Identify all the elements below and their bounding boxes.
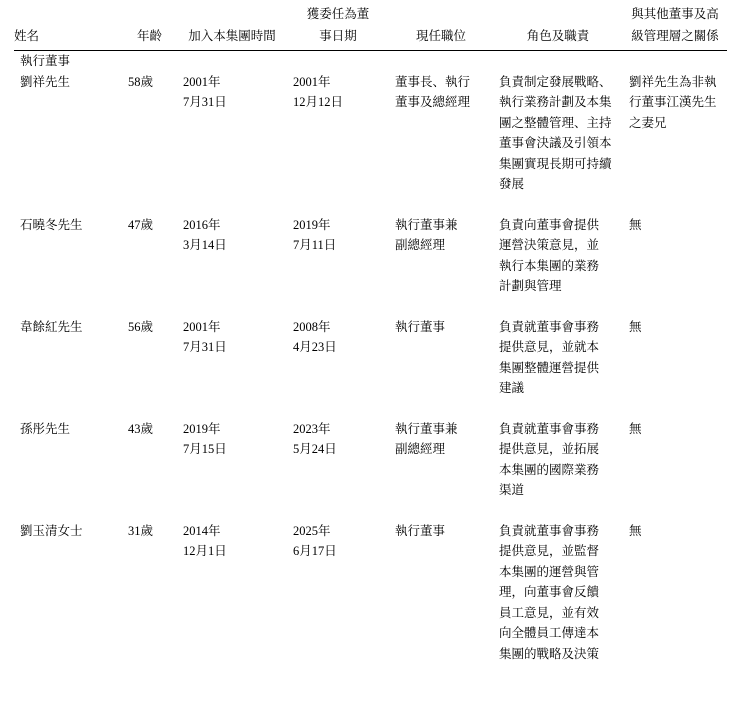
header-name-blank bbox=[14, 6, 122, 28]
cell-position-line: 執行董事兼 bbox=[395, 217, 458, 232]
cell-role-line: 理，向董事會反饋 bbox=[499, 585, 600, 599]
cell-position-line: 副總經理 bbox=[395, 238, 446, 252]
cell-role-line: 建議 bbox=[499, 381, 525, 395]
row-spacer bbox=[14, 501, 727, 521]
cell-relationship-line: 無 bbox=[629, 319, 642, 334]
cell-position bbox=[389, 419, 493, 501]
cell-role-line: 負責制定發展戰略、 bbox=[499, 74, 612, 89]
cell-age bbox=[122, 521, 177, 665]
cell-joined-line: 12月1日 bbox=[183, 544, 227, 558]
cell-appointed bbox=[287, 521, 389, 665]
cell-relationship-line: 劉祥先生為非執 bbox=[629, 74, 717, 89]
row-spacer-cell bbox=[14, 399, 727, 419]
cell-relationship bbox=[623, 72, 727, 195]
cell-appointed-line: 7月11日 bbox=[293, 238, 337, 252]
cell-joined bbox=[177, 317, 287, 399]
cell-role-line: 負責就董事會事務 bbox=[499, 523, 600, 538]
cell-age-line: 43歲 bbox=[128, 421, 154, 436]
cell-position bbox=[389, 521, 493, 665]
cell-role bbox=[493, 419, 623, 501]
header-appointed-line1: 獲委任為董 bbox=[306, 7, 370, 21]
cell-name bbox=[14, 419, 122, 501]
cell-appointed-line: 2008年 bbox=[293, 319, 331, 334]
cell-relationship bbox=[623, 521, 727, 665]
header-appointed-line2: 事日期 bbox=[287, 28, 389, 51]
cell-joined-line: 2001年 bbox=[183, 74, 221, 89]
cell-age-line: 56歲 bbox=[128, 319, 154, 334]
cell-name-line: 孫彤先生 bbox=[20, 421, 71, 436]
cell-appointed-line: 2025年 bbox=[293, 523, 331, 538]
cell-name-line: 劉玉清女士 bbox=[20, 523, 83, 538]
header-role-blank bbox=[493, 6, 623, 28]
row-spacer bbox=[14, 399, 727, 419]
header-age-blank bbox=[122, 6, 177, 28]
cell-age bbox=[122, 419, 177, 501]
cell-appointed bbox=[287, 317, 389, 399]
cell-name-line: 韋餘紅先生 bbox=[20, 319, 83, 334]
cell-name bbox=[14, 317, 122, 399]
cell-joined-line: 2016年 bbox=[183, 217, 221, 232]
cell-position bbox=[389, 72, 493, 195]
cell-role bbox=[493, 215, 623, 297]
header-joined: 加入本集團時間 bbox=[177, 28, 287, 51]
cell-joined-line: 2019年 bbox=[183, 421, 221, 436]
cell-joined-line: 7月15日 bbox=[183, 442, 227, 456]
cell-joined-line: 3月14日 bbox=[183, 238, 227, 252]
cell-role-line: 提供意見，並監督 bbox=[499, 544, 600, 558]
cell-role-line: 員工意見，並有效 bbox=[499, 605, 600, 620]
row-spacer-cell bbox=[14, 501, 727, 521]
cell-joined bbox=[177, 72, 287, 195]
cell-age bbox=[122, 317, 177, 399]
cell-role-line: 執行業務計劃及本集 bbox=[499, 95, 612, 109]
cell-appointed bbox=[287, 72, 389, 195]
cell-relationship bbox=[623, 317, 727, 399]
table-body bbox=[14, 51, 727, 665]
cell-relationship-line: 無 bbox=[629, 217, 642, 232]
header-joined-blank bbox=[177, 6, 287, 28]
cell-relationship bbox=[623, 419, 727, 501]
cell-role-line: 渠道 bbox=[499, 483, 525, 497]
cell-role-line: 負責向董事會提供 bbox=[499, 217, 600, 232]
cell-name bbox=[14, 215, 122, 297]
cell-role-line: 本集團的國際業務 bbox=[499, 462, 600, 477]
table-row bbox=[14, 521, 727, 665]
cell-appointed-line: 5月24日 bbox=[293, 442, 337, 456]
cell-age bbox=[122, 215, 177, 297]
header-position-blank bbox=[389, 6, 493, 28]
cell-role-line: 集團實現長期可持續 bbox=[499, 156, 612, 171]
cell-relationship-line: 無 bbox=[629, 523, 642, 538]
cell-role-line: 集團整體運營提供 bbox=[499, 360, 600, 375]
cell-relationship-line: 之妻兄 bbox=[629, 115, 667, 130]
cell-joined bbox=[177, 215, 287, 297]
header-name: 姓名 bbox=[14, 28, 122, 51]
cell-relationship bbox=[623, 215, 727, 297]
cell-relationship-line: 行董事江漢先生 bbox=[629, 95, 717, 109]
cell-position bbox=[389, 317, 493, 399]
table-row bbox=[14, 72, 727, 195]
cell-role-line: 運營決策意見，並 bbox=[499, 238, 600, 252]
cell-position-line: 董事及總經理 bbox=[395, 95, 471, 109]
cell-appointed-line: 12月12日 bbox=[293, 95, 344, 109]
header-relationship-line2: 級管理層之關係 bbox=[623, 28, 727, 51]
cell-age bbox=[122, 72, 177, 195]
header-relationship-line1: 與其他董事及高 bbox=[631, 7, 719, 21]
cell-appointed-line: 2001年 bbox=[293, 74, 331, 89]
row-spacer-cell bbox=[14, 195, 727, 215]
section-label-row bbox=[14, 51, 727, 72]
header-age: 年齡 bbox=[122, 28, 177, 51]
cell-role-line: 本集團的運營與管 bbox=[499, 564, 600, 579]
cell-appointed-line: 6月17日 bbox=[293, 544, 337, 558]
cell-role-line: 負責就董事會事務 bbox=[499, 319, 600, 334]
section-label-executive-directors: 執行董事 bbox=[20, 54, 71, 68]
directors-table bbox=[14, 6, 727, 664]
document-page bbox=[0, 6, 753, 704]
header-position: 現任職位 bbox=[389, 28, 493, 51]
cell-appointed bbox=[287, 419, 389, 501]
cell-role-line: 團之整體管理、主持 bbox=[499, 115, 612, 130]
cell-joined-line: 7月31日 bbox=[183, 95, 227, 109]
cell-name-line: 劉祥先生 bbox=[20, 74, 71, 89]
cell-appointed-line: 2023年 bbox=[293, 421, 331, 436]
cell-position-line: 副總經理 bbox=[395, 442, 446, 456]
cell-position-line: 執行董事兼 bbox=[395, 421, 458, 436]
header-role: 角色及職責 bbox=[493, 28, 623, 51]
cell-role bbox=[493, 521, 623, 665]
cell-role-line: 董事會決議及引領本 bbox=[499, 136, 612, 150]
cell-joined-line: 7月31日 bbox=[183, 340, 227, 354]
table-row bbox=[14, 215, 727, 297]
cell-relationship-line: 無 bbox=[629, 421, 642, 436]
cell-joined bbox=[177, 419, 287, 501]
cell-age-line: 31歲 bbox=[128, 523, 154, 538]
row-spacer-cell bbox=[14, 297, 727, 317]
cell-age-line: 47歲 bbox=[128, 217, 154, 232]
cell-joined-line: 2001年 bbox=[183, 319, 221, 334]
table-row bbox=[14, 419, 727, 501]
cell-appointed bbox=[287, 215, 389, 297]
cell-role-line: 發展 bbox=[499, 177, 525, 191]
cell-role-line: 提供意見，並拓展 bbox=[499, 442, 600, 456]
cell-joined-line: 2014年 bbox=[183, 523, 221, 538]
cell-role bbox=[493, 72, 623, 195]
cell-role-line: 向全體員工傳達本 bbox=[499, 626, 600, 640]
table-header-bottom-row bbox=[14, 28, 727, 51]
row-spacer bbox=[14, 195, 727, 215]
cell-name bbox=[14, 72, 122, 195]
cell-role-line: 計劃與管理 bbox=[499, 279, 562, 293]
cell-role-line: 集團的戰略及決策 bbox=[499, 646, 600, 661]
cell-position bbox=[389, 215, 493, 297]
cell-appointed-line: 2019年 bbox=[293, 217, 331, 232]
cell-joined bbox=[177, 521, 287, 665]
cell-age-line: 58歲 bbox=[128, 74, 154, 89]
cell-name-line: 石曉冬先生 bbox=[20, 217, 83, 232]
cell-position-line: 執行董事 bbox=[395, 523, 446, 538]
cell-role bbox=[493, 317, 623, 399]
cell-position-line: 執行董事 bbox=[395, 319, 446, 334]
cell-role-line: 負責就董事會事務 bbox=[499, 421, 600, 436]
cell-position-line: 董事長、執行 bbox=[395, 74, 471, 89]
table-header-top-row bbox=[14, 6, 727, 28]
cell-name bbox=[14, 521, 122, 665]
cell-role-line: 提供意見，並就本 bbox=[499, 340, 600, 354]
table-row bbox=[14, 317, 727, 399]
cell-appointed-line: 4月23日 bbox=[293, 340, 337, 354]
row-spacer bbox=[14, 297, 727, 317]
cell-role-line: 執行本集團的業務 bbox=[499, 258, 600, 273]
